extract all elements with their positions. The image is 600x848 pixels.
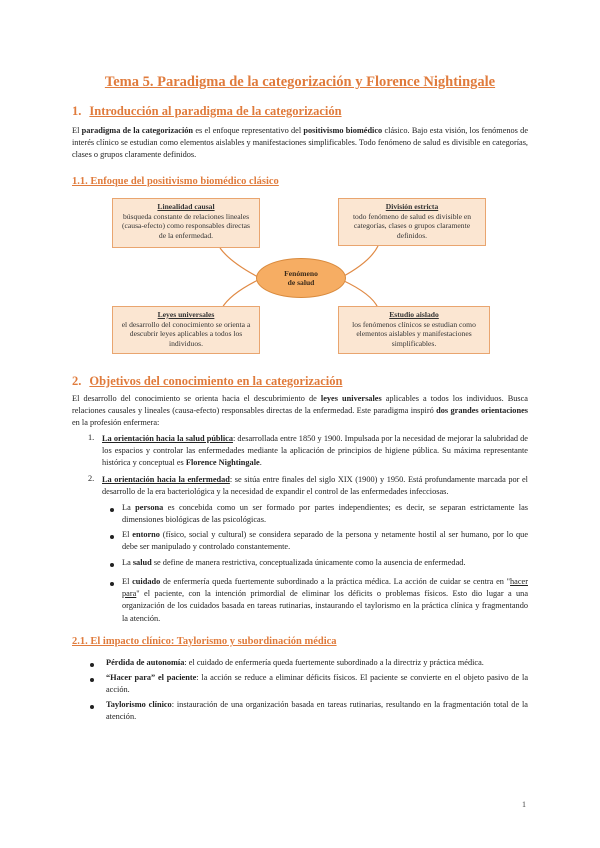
term-leyes: leyes universales (320, 394, 382, 403)
connector-bl (222, 280, 258, 308)
list-number-2: 2. (88, 474, 95, 483)
term-paradigma: paradigma de la categorización (81, 126, 194, 135)
page-number: 1 (522, 800, 526, 809)
sub-bullet-cuidado (122, 576, 528, 625)
diagram-box-leyes (112, 306, 260, 354)
list-item-enfermedad (102, 474, 528, 498)
term-persona: persona (135, 503, 164, 512)
connector-tl (220, 248, 258, 277)
text-run: aplicables a todos los individuos. Busca relaciones causales y lineales (causa-efecto) responsables directas de la enfermedad. Este paradigma inspiró (72, 394, 528, 416)
text-run: El desarrollo del conocimiento se orienta hacia el descubrimiento de (72, 394, 321, 403)
text-run: : la acción se reduce a eliminar déficits físicos. El paciente se convierte en el objeto pasivo de la acción. (106, 673, 529, 695)
diagram-box-division (338, 198, 486, 246)
text-run: La (122, 503, 136, 512)
impact-bullet-autonomia (106, 657, 528, 669)
impact-bullet-hacer-para (106, 672, 528, 696)
term-autonomia: Pérdida de autonomía (106, 658, 185, 667)
box-body: búsqueda constante de relaciones lineales (causa-efecto) como responsables directas de la enfermedad. (122, 211, 250, 240)
term-cuidado: cuidado (132, 577, 161, 586)
term-florence: Florence Nightingale (185, 458, 260, 468)
sub-bullet-salud (122, 557, 528, 569)
bullet-dot (110, 535, 114, 539)
list-item-salud-publica (102, 433, 528, 470)
bullet-dot (90, 678, 94, 682)
term-orientaciones: dos grandes orientaciones (436, 406, 528, 416)
term-taylorismo: Taylorismo clínico (106, 700, 172, 709)
term-hacer-para-paciente: “Hacer para” el paciente (106, 673, 197, 682)
diagram-center-ellipse (256, 258, 346, 298)
connector-tr (342, 246, 378, 277)
text-run: La (122, 558, 133, 567)
center-line-2: de salud (287, 278, 315, 287)
diagram-connectors (0, 0, 600, 360)
text-run: (físico, social y cultural) se considera separado de la persona y netamente hostil al ser humano, por lo que debe ser manipulado y controlado constantemente. (122, 530, 529, 552)
box-body: el desarrollo del conocimiento se orienta a descubrir leyes aplicables a todos los individuos. (121, 319, 251, 348)
text-run: se define de manera restrictiva, conceptualizada únicamente como la ausencia de enfermedad. (151, 558, 466, 567)
section-2-title: Objetivos del conocimiento en la categorización (89, 374, 343, 388)
diagram-box-estudio (338, 306, 490, 354)
bullet-dot (110, 508, 114, 512)
section-1-title: Introducción al paradigma de la categorización (89, 104, 342, 118)
text-run: El (72, 126, 82, 135)
section-2-paragraph (72, 393, 528, 430)
term-salud: salud (132, 558, 152, 567)
bullet-dot (110, 582, 114, 586)
text-run: : el cuidado de enfermería queda fuertemente subordinado a la directriz y práctica médica. (184, 658, 484, 667)
section-1-1-heading: 1.1. Enfoque del positivismo biomédico clásico (72, 176, 279, 187)
text-run: : desarrollada entre 1850 y 1900. Impulsada por la necesidad de mejorar la salubridad de los espacios y controlar las enfermedades mediante la aplicación de principios de higiene pública. Su máxima representante histórica y conceptual es (102, 434, 528, 468)
box-body: los fenómenos clínicos se estudian como elementos aislables y manifestaciones simplificables. (352, 319, 476, 348)
bullet-dot (90, 663, 94, 667)
text-run: en la profesión enfermera: (72, 418, 160, 428)
center-line-1: Fenómeno (284, 268, 318, 278)
text-run: : instauración de una organización basada en tareas rutinarias, resultando en la fragmentación total de la atención. (106, 700, 528, 722)
text-run: El (122, 530, 133, 539)
document-title: Tema 5. Paradigma de la categorización y Florence Nightingale (104, 74, 496, 90)
bullet-dot (90, 705, 94, 709)
text-run: es concebida como un ser formado por partes independientes; es decir, se separan estrictamente las dimensiones biológicas de las psicológicas. (122, 503, 528, 525)
impact-bullet-taylorismo (106, 699, 528, 723)
term-positivismo: positivismo biomédico (303, 126, 383, 135)
text-run: es el enfoque representativo del (193, 126, 304, 135)
diagram-box-linealidad (112, 198, 260, 248)
box-title: Estudio aislado (389, 310, 439, 319)
sub-bullet-persona (122, 502, 528, 526)
term-entorno: entorno (132, 530, 160, 539)
bullet-dot (110, 563, 114, 567)
box-title: Linealidad causal (157, 202, 215, 211)
section-2-1-heading: 2.1. El impacto clínico: Taylorismo y subordinación médica (72, 636, 337, 647)
text-run: clásico. Bajo esta visión, los fenómenos de interés clínico se estudian como elementos aislables y manifestaciones simplificables. Todo fenómeno de salud es divisible en categorías, clases o grupos claramente definidos. (72, 126, 529, 160)
section-2-heading (72, 374, 342, 389)
text-run: . (259, 458, 262, 468)
term-hacer-para: hacer para (122, 577, 528, 599)
list-number-1: 1. (88, 433, 95, 442)
item-title: La orientación hacia la enfermedad (102, 475, 230, 484)
text-run: de enfermería queda fuertemente subordinado a la práctica médica. La acción de cuidar se centra en " (160, 577, 511, 586)
item-title: La orientación hacia la salud pública (102, 434, 233, 443)
text-run: : se sitúa entre finales del siglo XIX (1900) y 1950. Está profundamente marcada por el desarrollo de la era bacteriológica y la necesidad de expandir el control de las enfermedades infecciosas. (102, 475, 528, 497)
connector-br (342, 280, 378, 308)
box-title: Leyes universales (157, 310, 215, 319)
section-2-number: 2. (72, 374, 82, 388)
box-title: División estricta (385, 202, 439, 211)
text-run: " el paciente, con la intención primordial de eliminar los déficits o problemas físicos. Esto dio lugar a una organización de los cuidados basada en tareas rutinarias, instaurando el taylorismo en la práctica clínica y fragmentando la atención. (122, 589, 528, 623)
sub-bullet-entorno (122, 529, 528, 553)
text-run: El (122, 577, 133, 586)
box-body: todo fenómeno de salud es divisible en categorías, clases o grupos claramente definidos. (352, 211, 472, 240)
section-1-number: 1. (72, 104, 82, 118)
